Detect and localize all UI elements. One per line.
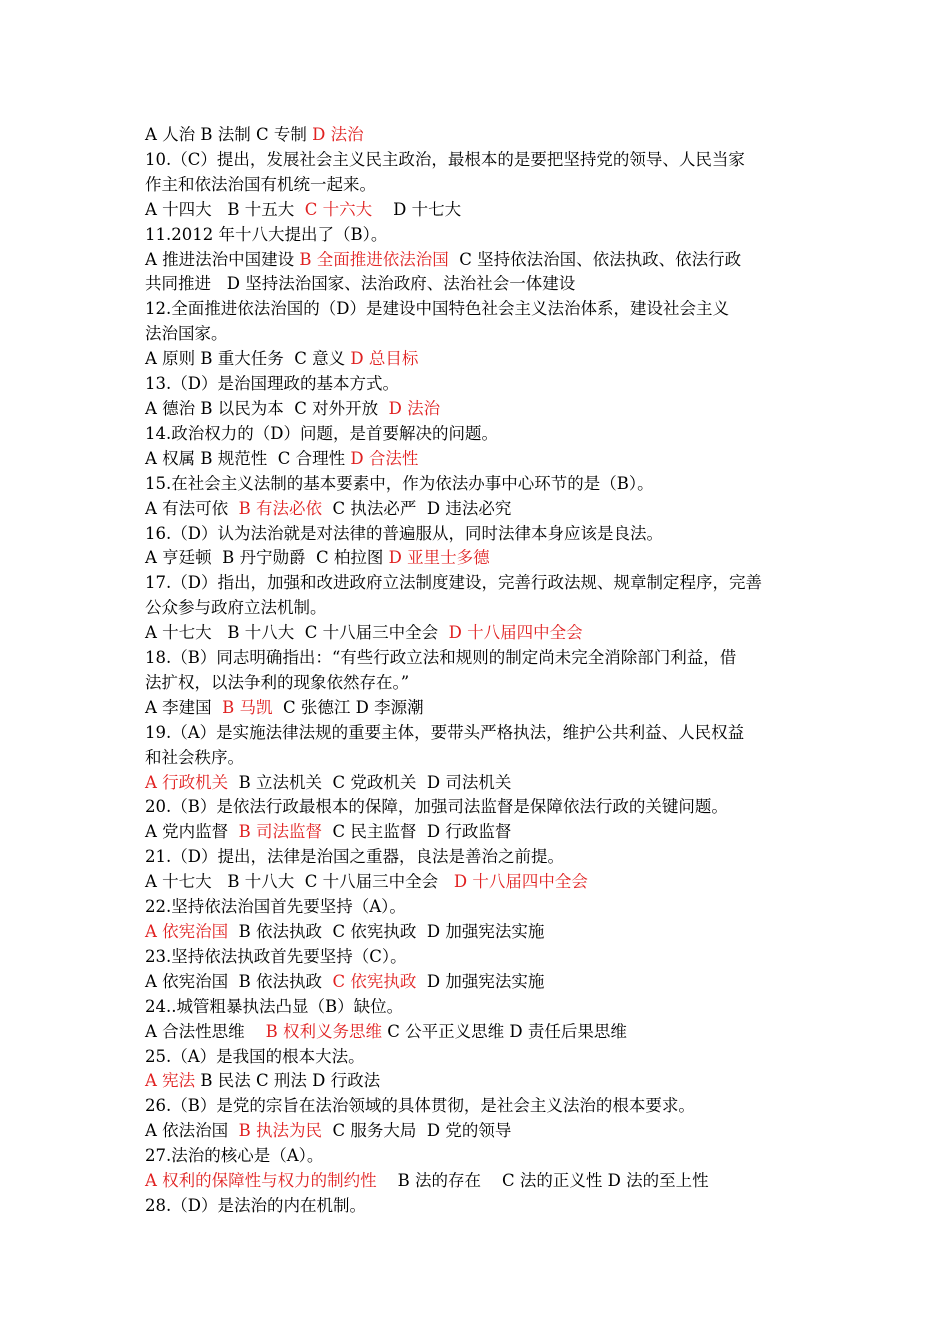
text-line [145,1194,830,1219]
answer-highlight: C 十六大 [304,199,373,219]
answer-highlight: D 十八届四中全会 [448,623,583,643]
text-segment: 17.（D）指出，加强和改进政府立法制度建设，完善行政法规、规章制定程序，完善 [145,573,762,593]
text-segment: 15.在社会主义法制的基本要素中，作为依法办事中心环节的是（B）。 [145,473,654,493]
answer-highlight: C 依宪执政 [332,971,417,991]
text-line [145,1144,830,1169]
text-segment: A 十七大 B 十八大 C 十八届三中全会 [145,623,449,643]
text-segment: 和社会秩序。 [145,747,244,767]
answer-highlight: A 权利的保障性与权力的制约性 [145,1171,377,1191]
answer-highlight: A 依宪治国 [145,922,229,941]
text-segment: B 法的存在 C 法的正义性 D 法的至上性 [376,1171,709,1191]
text-segment: 25.（A）是我国的根本大法。 [145,1046,365,1066]
text-segment: D 加强宪法实施 [416,971,545,991]
text-line [145,920,830,945]
text-line [145,995,830,1020]
text-line [145,447,830,472]
text-line [145,472,830,497]
text-segment: A 依宪治国 B 依法执政 [145,971,333,991]
text-segment: C 服务大局 D 党的领导 [322,1121,512,1141]
text-line [145,372,830,397]
text-line [145,123,830,148]
text-segment: 18.（B）同志明确指出：“有些行政立法和规则的制定尚未完全消除部门利益，借 [145,648,737,668]
text-segment: C 民主监督 D 行政监督 [322,822,512,842]
text-segment: A 合法性思维 [145,1021,266,1041]
answer-highlight: D 法治 [312,125,364,144]
text-line [145,173,830,198]
answer-highlight: D 十八届四中全会 [453,872,588,892]
text-segment: A 十七大 B 十八大 C 十八届三中全会 [145,872,454,892]
text-line [145,621,830,646]
text-line [145,1169,830,1194]
text-segment: C 公平正义思维 D 责任后果思维 [382,1021,627,1041]
text-line [145,223,830,248]
answer-highlight: D 总目标 [350,349,419,369]
text-segment: 16.（D）认为法治就是对法律的普遍服从，同时法律本身应该是良法。 [145,523,663,543]
text-line [145,746,830,771]
text-line [145,1119,830,1144]
text-line [145,1020,830,1045]
text-segment: A 亨廷顿 B 丹宁勋爵 C 柏拉图 [145,548,389,568]
text-segment: 法治国家。 [145,324,228,344]
text-segment: 法扩权，以法争利的现象依然存在。” [145,672,410,692]
text-segment: B 立法机关 C 党政机关 D 司法机关 [228,772,512,792]
text-segment: 12.全面推进依法治国的（D）是建设中国特色社会主义法治体系，建设社会主义 [145,299,729,319]
text-line [145,322,830,347]
text-segment: A 推进法治中国建设 [145,249,300,269]
text-segment: 26.（B）是党的宗旨在法治领域的具体贯彻，是社会主义法治的根本要求。 [145,1096,695,1116]
text-line [145,1045,830,1070]
text-segment: A 权属 B 规范性 C 合理性 [145,448,351,468]
text-line [145,148,830,173]
text-line [145,671,830,696]
text-line [145,820,830,845]
text-segment: A 原则 B 重大任务 C 意义 [145,349,351,369]
text-segment: 21.（D）提出，法律是治国之重器，良法是善治之前提。 [145,847,564,867]
text-line [145,895,830,920]
text-segment: 10.（C）提出，发展社会主义民主政治，最根本的是要把坚持党的领导、人民当家 [145,149,745,169]
answer-highlight: A 宪法 [145,1071,196,1091]
text-segment: A 党内监督 [145,822,239,842]
text-segment: 28.（D）是法治的内在机制。 [145,1195,366,1215]
text-segment: 23.坚持依法执政首先要坚持（C）。 [145,946,407,966]
text-segment: B 依法执政 C 依宪执政 D 加强宪法实施 [228,922,545,941]
answer-highlight: A 行政机关 [145,772,229,792]
text-line [145,546,830,571]
text-line [145,596,830,621]
answer-highlight: B 有法必依 [238,498,323,518]
text-line [145,497,830,522]
text-line [145,422,830,447]
answer-highlight: D 亚里士多德 [388,548,490,568]
text-segment: C 张德江 D 李源潮 [272,697,424,717]
text-segment: B 民法 C 刑法 D 行政法 [195,1071,381,1091]
text-line [145,1069,830,1094]
text-line [145,198,830,223]
text-segment: A 人治 B 法制 C 专制 [145,125,313,144]
text-segment: A 十四大 B 十五大 [145,199,305,219]
text-line [145,696,830,721]
text-line [145,795,830,820]
text-line [145,297,830,322]
text-segment: 20.（B）是依法行政最根本的保障，加强司法监督是保障依法行政的关键问题。 [145,797,728,817]
text-line [145,646,830,671]
text-segment: A 德治 B 以民为本 C 对外开放 [145,398,389,418]
text-line [145,347,830,372]
answer-highlight: B 权利义务思维 [265,1021,383,1041]
text-segment: 19.（A）是实施法律法规的重要主体，要带头严格执法，维护公共利益、人民权益 [145,722,745,742]
answer-highlight: B 全面推进依法治国 [299,249,449,269]
text-segment: 14.政治权力的（D）问题，是首要解决的问题。 [145,423,498,443]
text-segment: D 十七大 [372,199,462,219]
text-segment: 共同推进 D 坚持法治国家、法治政府、法治社会一体建设 [145,274,576,294]
answer-highlight: B 执法为民 [238,1121,323,1141]
text-line [145,970,830,995]
text-line [145,771,830,796]
text-line [145,1094,830,1119]
text-segment: A 李建国 [145,697,223,717]
text-line [145,248,830,273]
text-segment: A 依法治国 [145,1121,239,1141]
text-line [145,945,830,970]
text-segment: 作主和依法治国有机统一起来。 [145,174,376,194]
text-segment: 22.坚持依法治国首先要坚持（A）。 [145,897,406,917]
text-segment: 27.法治的核心是（A）。 [145,1146,324,1166]
text-line [145,272,830,297]
text-segment: 公众参与政府立法机制。 [145,598,327,618]
text-line [145,397,830,422]
answer-highlight: D 合法性 [350,448,419,468]
text-segment: A 有法可依 [145,498,239,518]
answer-highlight: B 司法监督 [238,822,323,842]
text-segment: C 执法必严 D 违法必究 [322,498,512,518]
answer-highlight: D 法治 [388,398,441,418]
text-line [145,522,830,547]
text-segment: C 坚持依法治国、依法执政、依法行政 [448,249,742,269]
text-line [145,845,830,870]
text-segment: 13.（D）是治国理政的基本方式。 [145,374,399,394]
text-line [145,721,830,746]
text-line [145,870,830,895]
text-segment: 24..城管粗暴执法凸显（B）缺位。 [145,996,404,1016]
text-line [145,571,830,596]
text-segment: 11.2012 年十八大提出了（B）。 [145,224,388,244]
answer-highlight: B 马凯 [222,697,273,717]
